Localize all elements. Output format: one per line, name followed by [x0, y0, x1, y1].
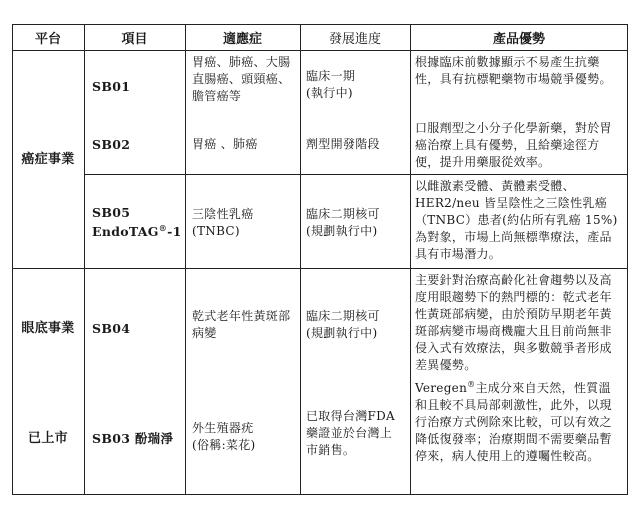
progress-sb03: 已取得台灣FDA 藥證並於台灣上市銷售。	[306, 409, 396, 457]
item-sb02: SB02	[92, 137, 131, 152]
advantage-sb03-text: 主成分來自天然，性質溫和且較不具局部刺激性，此外，以現行治療方式例除來比較，可以有效之降低復發率；治療期間不需要藥品暫停來，病人使用上的遵囑性較高。	[415, 381, 612, 463]
category-marketed: 已上市	[28, 431, 68, 446]
item-sb03: SB03 酚瑞淨	[92, 431, 174, 446]
rule-right	[627, 24, 628, 494]
category-ophthalmology: 眼底事業	[21, 321, 75, 336]
rule-col4	[410, 24, 411, 494]
item-sb05: SB05	[92, 205, 131, 220]
indication-sb03: 外生殖器疣 (俗稱:菜花)	[192, 421, 256, 452]
item-sb04: SB04	[92, 321, 131, 336]
registered-mark: ®	[467, 380, 476, 389]
rule-sb05-top	[84, 174, 628, 175]
item-sb01: SB01	[92, 79, 131, 94]
advantage-sb05: 以雌激素受體、黃體素受體、HER2/neu 皆呈陰性之三陰性乳癌（TNBC）患者(約佔所有乳癌 15%)為對象，市場上尚無標準療法，產品具有市場潛力。	[415, 179, 618, 261]
progress-sb04: 臨床二期核可 (規劃執行中)	[306, 309, 380, 340]
veregen-brand: Veregen	[415, 381, 468, 395]
progress-sb01: 臨床一期 (執行中)	[306, 69, 356, 100]
rule-col3	[300, 24, 301, 494]
indication-sb04: 乾式老年性黃斑部病變	[192, 309, 291, 340]
rule-col1	[84, 24, 85, 494]
rule-header	[12, 50, 628, 51]
header-progress: 發展進度	[328, 32, 381, 47]
category-oncology: 癌症事業	[21, 152, 75, 167]
product-pipeline-table	[12, 24, 628, 494]
indication-sb05: 三陰性乳癌 (TNBC)	[192, 207, 254, 238]
header-indication: 適應症	[222, 32, 262, 47]
progress-sb05: 臨床二期核可 (規劃執行中)	[306, 207, 380, 238]
item-sb05-endotag	[92, 220, 182, 240]
header-platform: 平台	[34, 32, 61, 47]
header-item: 項目	[121, 32, 148, 47]
advantage-sb03	[415, 376, 623, 465]
indication-sb01: 胃癌、肺癌、大腸直腸癌、頭頸癌、 膽管癌等	[192, 55, 291, 103]
header-advantage: 產品優勢	[492, 32, 545, 47]
endotag-name: EndoTAG	[92, 224, 159, 240]
rule-section-oncology-end	[12, 268, 628, 269]
rule-left	[12, 24, 13, 494]
advantage-sb01: 根據臨床前數據顯示不易產生抗藥性，具有抗標靶藥物市場競爭優勢。	[415, 55, 612, 86]
registered-mark: ®	[158, 223, 168, 233]
rule-col2	[185, 24, 186, 494]
indication-sb02: 胃癌 、肺癌	[192, 137, 258, 151]
advantage-sb04: 主要針對治療高齡化社會趨勢以及高度用眼趨勢下的熱門標的：乾式老年性黃斑部病變，由於預防早期老年黃斑部病變市場商機龐大且目前尚無非侵入式有效療法，與多數競爭者形成差異優勢。	[415, 273, 612, 372]
rule-top	[12, 24, 628, 25]
rule-bottom	[12, 494, 628, 495]
advantage-sb02: 口服劑型之小分子化學新藥，對於胃癌治療上具有優勢，且給藥途徑方便，提升用藥服從效率。	[415, 121, 612, 169]
progress-sb02: 劑型開發階段	[306, 137, 380, 151]
endotag-suffix: -1	[167, 224, 182, 240]
